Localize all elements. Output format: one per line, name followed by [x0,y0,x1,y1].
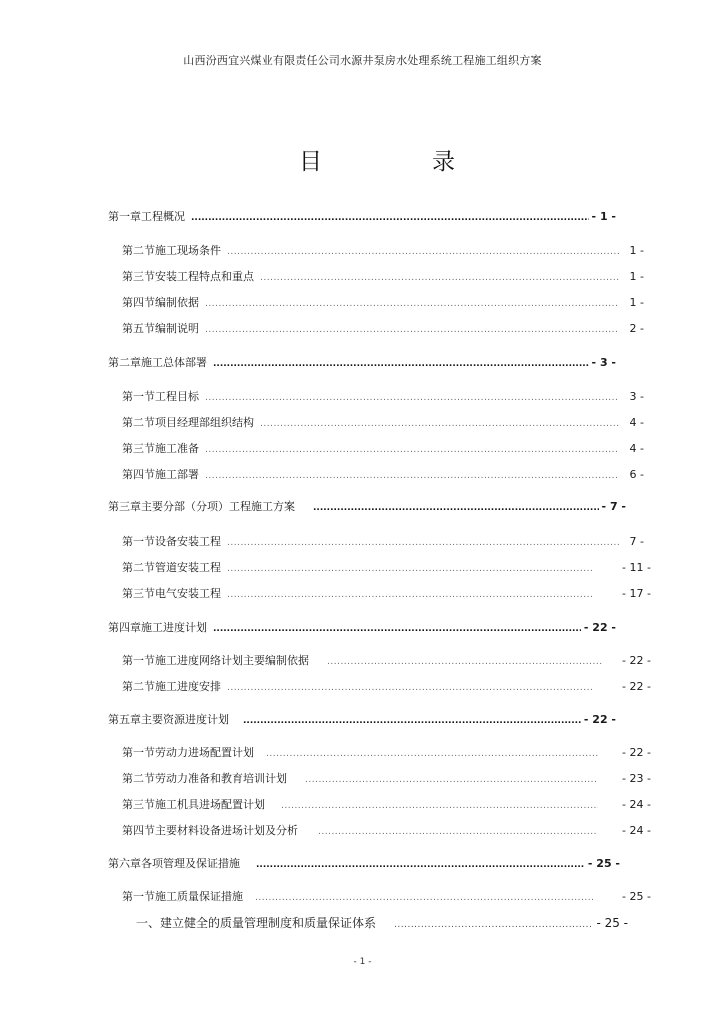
toc-entry-page: - 22 - [622,654,651,667]
toc-entry-section[interactable] [122,678,651,694]
toc-entry-title: 工程概况 [141,210,185,223]
toc-entry-section[interactable] [122,268,644,284]
toc-entry-title: 主要分部（分项）工程施工方案 [141,500,295,513]
toc-entry-chapter-3[interactable] [108,498,626,514]
toc-entry-label: 第一节 [122,535,155,548]
toc-entry-page: - 22 - [583,621,616,634]
toc-entry-label: 第四节 [122,824,155,837]
toc-entry-label: 第四节 [122,296,155,309]
toc-entry-label: 第二节 [122,416,155,429]
toc-entry-section[interactable] [122,652,651,668]
toc-entry-page: 1 - [629,270,644,283]
toc-entry-page: 3 - [629,390,644,403]
document-header: 山西汾西宜兴煤业有限责任公司水源井泵房水处理系统工程施工组织方案 [183,54,542,67]
toc-entry-title: 施工现场条件 [155,244,221,257]
toc-entry-label: 第一节 [122,654,155,667]
toc-entry-chapter-1[interactable] [108,208,616,224]
toc-entry-section[interactable] [122,744,651,760]
toc-entry-title: 设备安装工程 [155,535,221,548]
toc-entry-page: - 25 - [596,916,628,930]
toc-entry-title: 施工进度安排 [155,680,221,693]
toc-entry-label: 第五章 [108,713,141,726]
toc-entry-page: 4 - [629,416,644,429]
toc-entry-section[interactable] [122,822,651,838]
toc-dot-leader [213,359,589,369]
toc-dot-leader [213,624,581,634]
toc-entry-label: 第一章 [108,210,141,223]
toc-entry-title: 主要材料设备进场计划及分析 [155,824,298,837]
toc-entry-page: - 22 - [622,680,651,693]
toc-entry-title: 管道安装工程 [155,561,221,574]
toc-dot-leader [327,657,602,667]
toc-entry-page: - 1 - [591,210,616,223]
toc-entry-section[interactable] [122,388,644,404]
toc-dot-leader [227,683,594,693]
toc-entry-section[interactable] [122,533,644,549]
toc-entry-page: 4 - [629,442,644,455]
page-number: - 1 - [353,957,372,967]
toc-entry-title: 项目经理部组织结构 [155,416,254,429]
toc-entry-title: 劳动力准备和教育培训计划 [155,772,287,785]
toc-dot-leader [205,325,619,335]
toc-entry-label: 第三节 [122,587,155,600]
toc-entry-page: - 24 - [622,798,651,811]
toc-dot-leader [191,213,589,223]
toc-dot-leader [205,471,619,481]
toc-entry-chapter-5[interactable] [108,711,616,727]
toc-entry-title: 施工质量保证措施 [155,890,243,903]
toc-dot-leader [260,419,619,429]
toc-dot-leader [313,503,599,513]
toc-entry-title: 施工进度计划 [141,621,207,634]
toc-dot-leader [205,393,619,403]
toc-entry-title: 工程目标 [155,390,199,403]
toc-entry-section[interactable] [122,559,651,575]
toc-entry-section[interactable] [122,294,644,310]
toc-entry-page: - 25 - [587,857,620,870]
toc-entry-page: - 22 - [583,713,616,726]
toc-dot-leader [255,893,594,903]
toc-dot-leader [394,920,593,930]
toc-entry-label: 第五节 [122,322,155,335]
toc-entry-label: 第三节 [122,442,155,455]
toc-entry-page: 2 - [629,322,644,335]
toc-dot-leader [227,564,592,574]
toc-entry-title: 劳动力进场配置计划 [155,746,254,759]
toc-entry-title: 编制依据 [155,296,199,309]
toc-entry-page: 1 - [629,244,644,257]
toc-entry-section[interactable] [122,585,651,601]
toc-dot-leader [256,860,585,870]
toc-entry-section[interactable] [122,770,651,786]
toc-entry-chapter-2[interactable] [108,354,616,370]
toc-entry-label: 第三节 [122,270,155,283]
toc-entry-page: 7 - [629,535,644,548]
toc-entry-section[interactable] [122,466,644,482]
toc-entry-section[interactable] [122,242,644,258]
toc-entry-label: 第二节 [122,244,155,257]
toc-entry-page: - 24 - [622,824,651,837]
toc-dot-leader [243,716,581,726]
toc-entry-title: 编制说明 [155,322,199,335]
toc-entry-section[interactable] [122,414,644,430]
toc-dot-leader [305,775,598,785]
toc-entry-label: 第一节 [122,890,155,903]
toc-title-char-1: 目 [299,149,322,175]
toc-entry-title: 主要资源进度计划 [141,713,229,726]
toc-entry-label: 第一节 [122,390,155,403]
toc-entry-label: 第二章 [108,356,141,369]
toc-dot-leader [205,299,619,309]
toc-entry-title: 施工部署 [155,468,199,481]
toc-entry-title: 施工总体部署 [141,356,207,369]
toc-entry-title: 安装工程特点和重点 [155,270,254,283]
toc-entry-page: - 7 - [601,500,626,513]
toc-entry-title: 施工准备 [155,442,199,455]
toc-entry-label: 第四章 [108,621,141,634]
toc-entry-page: - 25 - [622,890,651,903]
toc-entry-chapter-4[interactable] [108,619,616,635]
toc-dot-leader [318,827,598,837]
toc-dot-leader [281,801,598,811]
toc-entry-page: - 17 - [622,587,651,600]
toc-entry-page: - 23 - [622,772,651,785]
toc-entry-label: 第三节 [122,798,155,811]
toc-entry-page: 6 - [629,468,644,481]
toc-entry-label: 第四节 [122,468,155,481]
toc-entry-title: 各项管理及保证措施 [141,857,240,870]
toc-entry-chapter-6[interactable] [108,855,620,871]
toc-entry-page: - 11 - [622,561,651,574]
toc-entry-section[interactable] [122,440,644,456]
toc-entry-page: 1 - [629,296,644,309]
toc-entry-title: 施工机具进场配置计划 [155,798,265,811]
toc-entry-page: - 3 - [591,356,616,369]
toc-dot-leader [205,445,619,455]
toc-title-char-2: 录 [432,149,455,175]
toc-entry-label: 第一节 [122,746,155,759]
toc-entry-title: 电气安装工程 [155,587,221,600]
toc-entry-section[interactable] [122,888,651,904]
toc-entry-section[interactable] [122,796,651,812]
toc-entry-title: 施工进度网络计划主要编制依据 [155,654,309,667]
toc-entry-page: - 22 - [622,746,651,759]
toc-entry-subsection[interactable] [136,914,628,930]
toc-dot-leader [227,590,592,600]
toc-dot-leader [260,273,619,283]
toc-entry-label: 第三章 [108,500,141,513]
toc-dot-leader [227,538,619,548]
toc-entry-label: 第二节 [122,772,155,785]
toc-entry-section[interactable] [122,320,644,336]
toc-entry-label: 第六章 [108,857,141,870]
toc-title [0,143,725,175]
toc-entry-label: 第二节 [122,561,155,574]
toc-dot-leader [227,247,619,257]
toc-entry-label: 第二节 [122,680,155,693]
toc-dot-leader [266,749,598,759]
toc-entry-title: 一、建立健全的质量管理制度和质量保证体系 [136,916,377,930]
